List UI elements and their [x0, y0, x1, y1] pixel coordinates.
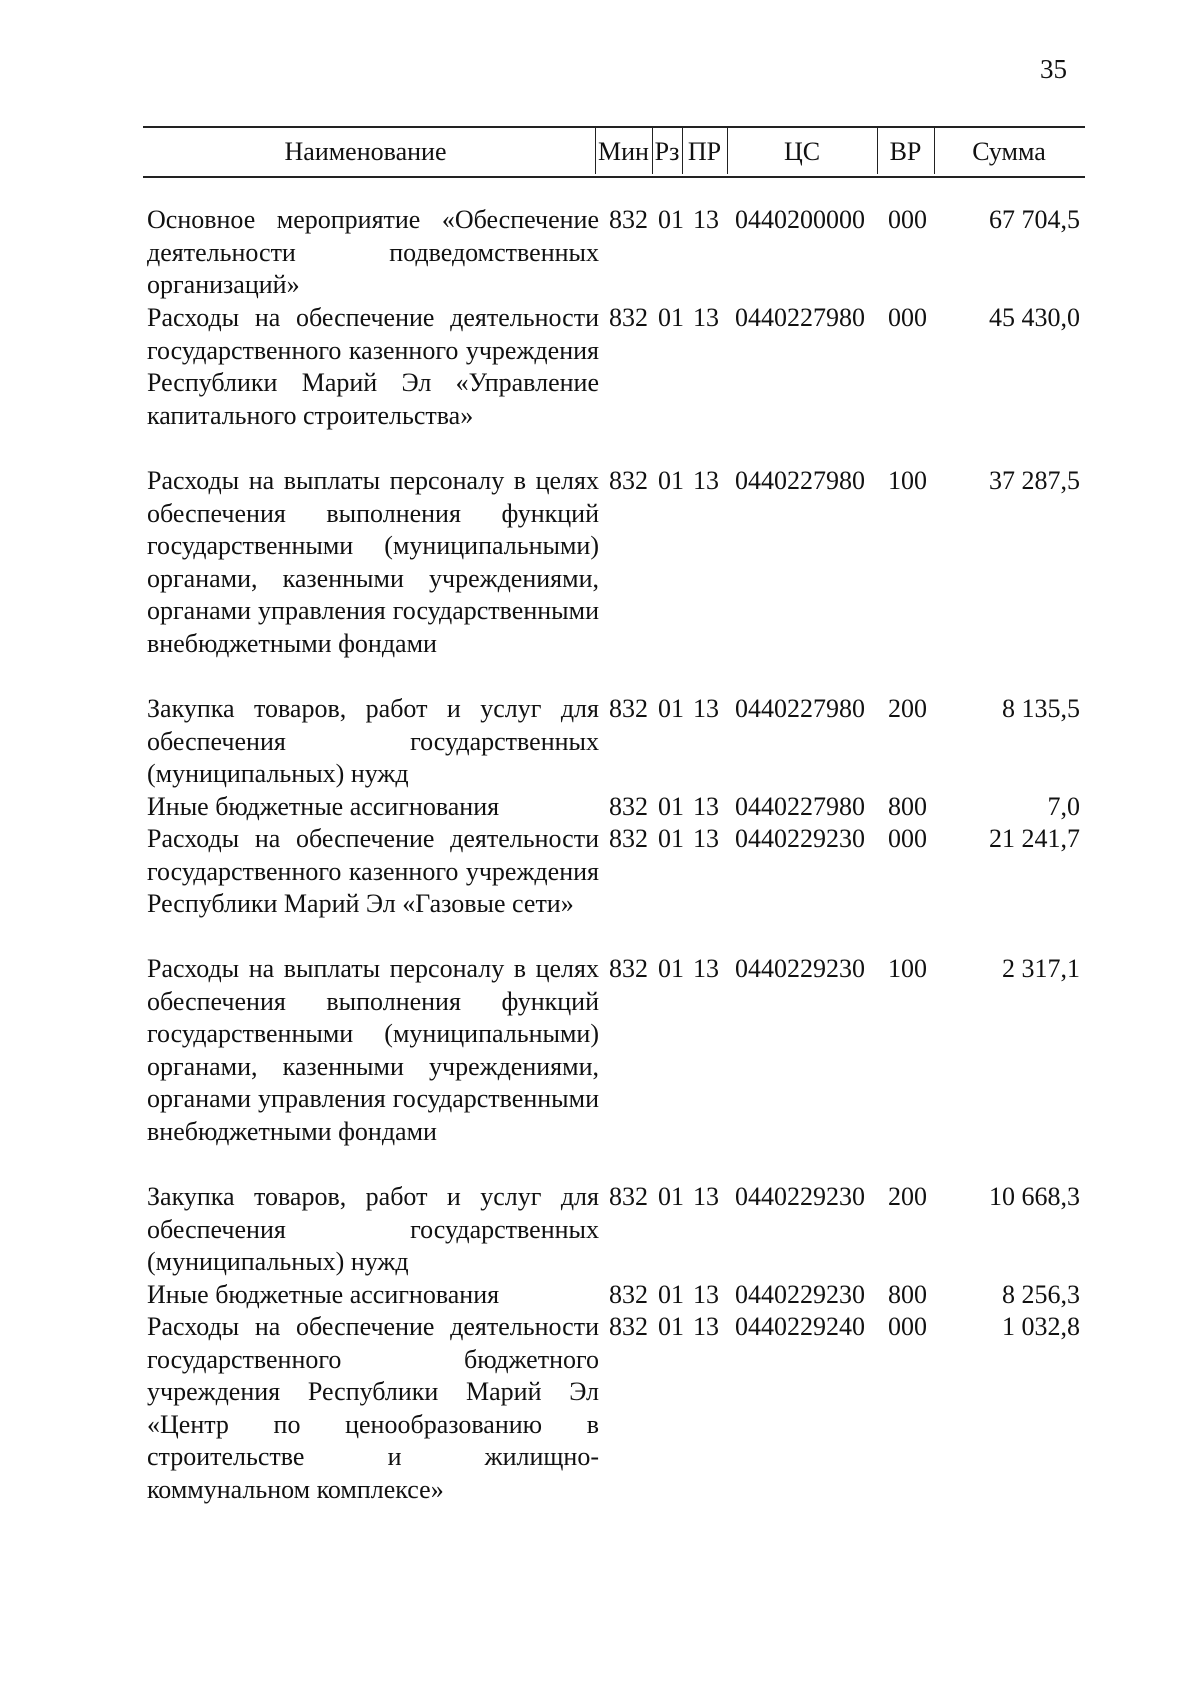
- row-vr: 100: [888, 466, 927, 495]
- row-rz: 01: [658, 1182, 684, 1211]
- row-cs: 0440229230: [735, 1182, 865, 1211]
- row-cs: 0440200000: [735, 205, 865, 234]
- row-vr: 800: [888, 792, 927, 821]
- row-vr: 000: [888, 824, 927, 853]
- row-sum: 8 256,3: [1002, 1280, 1080, 1309]
- header-min: Мин: [598, 137, 649, 166]
- row-vr: 200: [888, 1182, 927, 1211]
- row-cs: 0440229240: [735, 1312, 865, 1341]
- row-pr: 13: [693, 466, 719, 495]
- header-cs: ЦС: [783, 137, 821, 166]
- row-rz: 01: [658, 954, 684, 983]
- table-header: [143, 126, 1085, 178]
- row-min: 832: [609, 694, 648, 723]
- row-sum: 21 241,7: [989, 824, 1080, 853]
- row-vr: 000: [888, 205, 927, 234]
- row-name: Расходы на обеспечение деятельности государственного казенного учреждения Республики Марий Эл «Газовые сети»: [147, 824, 599, 918]
- page-number: 35: [1040, 54, 1067, 84]
- row-pr: 13: [693, 792, 719, 821]
- row-vr: 200: [888, 694, 927, 723]
- row-sum: 8 135,5: [1002, 694, 1080, 723]
- row-cs: 0440227980: [735, 694, 865, 723]
- row-min: 832: [609, 205, 648, 234]
- row-vr: 000: [888, 303, 927, 332]
- row-min: 832: [609, 1312, 648, 1341]
- row-pr: 13: [693, 1280, 719, 1309]
- header-rz: Рз: [654, 137, 680, 166]
- header-name: Наименование: [284, 137, 447, 166]
- row-cs: 0440229230: [735, 1280, 865, 1309]
- row-pr: 13: [693, 205, 719, 234]
- row-rz: 01: [658, 303, 684, 332]
- row-rz: 01: [658, 1280, 684, 1309]
- row-sum: 1 032,8: [1002, 1312, 1080, 1341]
- row-cs: 0440229230: [735, 954, 865, 983]
- row-vr: 000: [888, 1312, 927, 1341]
- row-cs: 0440227980: [735, 466, 865, 495]
- row-min: 832: [609, 792, 648, 821]
- header-pr: ПР: [687, 137, 722, 166]
- row-rz: 01: [658, 1312, 684, 1341]
- row-cs: 0440227980: [735, 792, 865, 821]
- row-name: Расходы на выплаты персоналу в целях обеспечения выполнения функций государственными (муниципальными) органами, казенными учреждениями, органами управления государственными внебюджетными фондами: [147, 466, 599, 658]
- row-name: Основное мероприятие «Обеспечение деятельности подведомственных организаций»: [147, 205, 599, 299]
- header-sum: Сумма: [972, 137, 1046, 166]
- row-name: Закупка товаров, работ и услуг для обеспечения государственных (муниципальных) нужд: [147, 694, 599, 788]
- row-min: 832: [609, 954, 648, 983]
- row-sum: 2 317,1: [1002, 954, 1080, 983]
- row-pr: 13: [693, 303, 719, 332]
- row-pr: 13: [693, 694, 719, 723]
- row-sum: 10 668,3: [989, 1182, 1080, 1211]
- row-sum: 45 430,0: [989, 303, 1080, 332]
- row-cs: 0440229230: [735, 824, 865, 853]
- row-cs: 0440227980: [735, 303, 865, 332]
- row-name: Расходы на обеспечение деятельности государственного бюджетного учреждения Республики Марий Эл «Центр по ценообразованию в строительстве и жилищно-коммунальном комплексе»: [147, 1312, 599, 1504]
- row-min: 832: [609, 1182, 648, 1211]
- row-min: 832: [609, 303, 648, 332]
- row-rz: 01: [658, 824, 684, 853]
- row-min: 832: [609, 466, 648, 495]
- row-rz: 01: [658, 792, 684, 821]
- row-sum: 67 704,5: [989, 205, 1080, 234]
- row-pr: 13: [693, 1312, 719, 1341]
- row-rz: 01: [658, 205, 684, 234]
- row-name: Расходы на обеспечение деятельности государственного казенного учреждения Республики Марий Эл «Управление капитального строительства»: [147, 303, 599, 430]
- row-rz: 01: [658, 466, 684, 495]
- row-vr: 800: [888, 1280, 927, 1309]
- row-pr: 13: [693, 954, 719, 983]
- row-name: Иные бюджетные ассигнования: [147, 792, 500, 821]
- row-min: 832: [609, 824, 648, 853]
- row-name: Закупка товаров, работ и услуг для обеспечения государственных (муниципальных) нужд: [147, 1182, 599, 1276]
- header-vr: ВР: [889, 137, 922, 166]
- row-pr: 13: [693, 1182, 719, 1211]
- row-rz: 01: [658, 694, 684, 723]
- row-sum: 37 287,5: [989, 466, 1080, 495]
- row-vr: 100: [888, 954, 927, 983]
- row-pr: 13: [693, 824, 719, 853]
- row-sum: 7,0: [1047, 792, 1080, 821]
- row-name: Иные бюджетные ассигнования: [147, 1280, 500, 1309]
- row-name: Расходы на выплаты персоналу в целях обеспечения выполнения функций государственными (муниципальными) органами, казенными учреждениями, органами управления государственными внебюджетными фондами: [147, 954, 599, 1146]
- row-min: 832: [609, 1280, 648, 1309]
